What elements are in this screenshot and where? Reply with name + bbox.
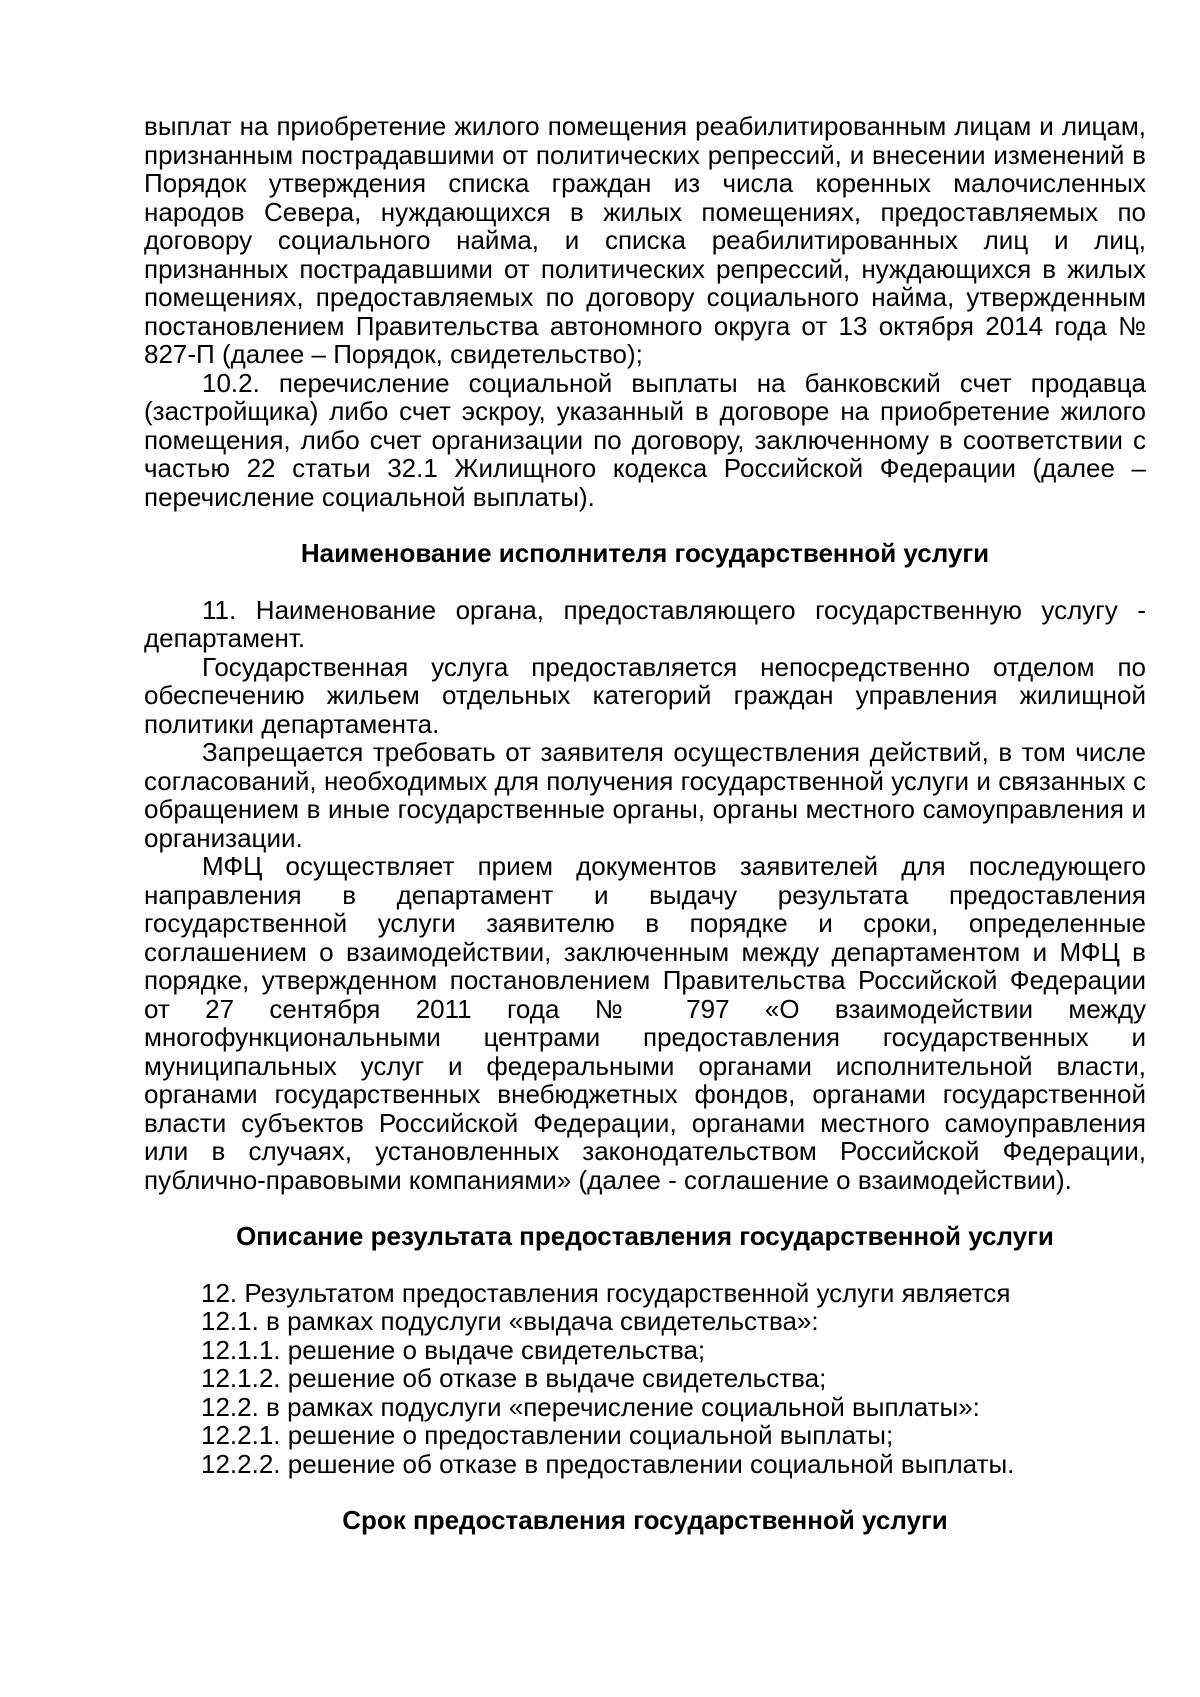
paragraph-intro-continuation: выплат на приобретение жилого помещения реабилитированным лицам и лицам, признанным пострадавшими от политических репрессий, и внесении изменений в Порядок утверждения списка граждан из числа коренных малочисленных народов Севера, нуждающихся в жилых помещениях, предоставляемых по договору социального найма, и списка реабилитированных лиц и лиц, признанных пострадавшими от политических репрессий, нуждающихся в жилых помещениях, предоставляемых по договору социального найма, утвержденным постановлением Правительства автономного округа от 13 октября 2014 года № 827-П (далее – Порядок, свидетельство); (144, 111, 1146, 369)
result-list-item: 12.1.1. решение о выдаче свидетельства; (201, 1334, 706, 1365)
heading-service-result: Описание результата предоставления государственной услуги (236, 1221, 1054, 1251)
result-list-item: 12.2.1. решение о предоставлении социальной выплаты; (201, 1420, 894, 1450)
paragraph-11: 11. Наименование органа, предоставляющего государственную услугу - департамент. (144, 594, 1146, 653)
heading-service-executor: Наименование исполнителя государственной услуги (300, 538, 990, 568)
document-page (144, 112, 1146, 1535)
result-list-item: 12.1.2. решение об отказе в выдаче свидетельства; (201, 1363, 827, 1393)
heading-service-term: Срок предоставления государственной услуги (342, 1505, 948, 1535)
paragraph-11-mfc: МФЦ осуществляет прием документов заявителей для последующего направления в департамент и выдачу результата предоставления государственной услуги заявителю в порядке и сроки, определенные соглашением о взаимодействии, заключенным между департаментом и МФЦ в порядке, утвержденном постановлением Правительства Российской Федерации от 27 сентября 2011 года № 797 «О взаимодействии между многофункциональными центрами предоставления государственных и муниципальных услуг и федеральными органами исполнительной власти, органами государственных внебюджетных фондов, органами государственной власти субъектов Российской Федерации, органами местного самоуправления или в случаях, установленных законодательством Российской Федерации, публично-правовыми компаниями» (далее - соглашение о взаимодействии). (144, 851, 1146, 1195)
result-list-item: 12.2.2. решение об отказе в предоставлении социальной выплаты. (201, 1448, 1015, 1479)
paragraph-11-service-provider: Государственная услуга предоставляется непосредственно отделом по обеспечению жильем отдельных категорий граждан управления жилищной политики департамента. (144, 651, 1146, 739)
paragraph-10-2: 10.2. перечисление социальной выплаты на банковский счет продавца (застройщика) либо счет эскроу, указанный в договоре на приобретение жилого помещения, либо счет организации по договору, заключенному в соответствии с частью 22 статьи 32.1 Жилищного кодекса Российской Федерации (далее – перечисление социальной выплаты). (144, 367, 1146, 512)
result-list-item: 12.2. в рамках подуслуги «перечисление социальной выплаты»: (201, 1391, 980, 1422)
result-list-item: 12.1. в рамках подуслуги «выдача свидетельства»: (201, 1306, 819, 1336)
paragraph-11-prohibition: Запрещается требовать от заявителя осуществления действий, в том числе согласований, необходимых для получения государственной услуги и связанных с обращением в иные государственные органы, органы местного самоуправления и организации. (144, 737, 1146, 853)
result-list-item: 12. Результатом предоставления государственной услуги является (201, 1277, 1011, 1308)
result-list (144, 1279, 1146, 1479)
